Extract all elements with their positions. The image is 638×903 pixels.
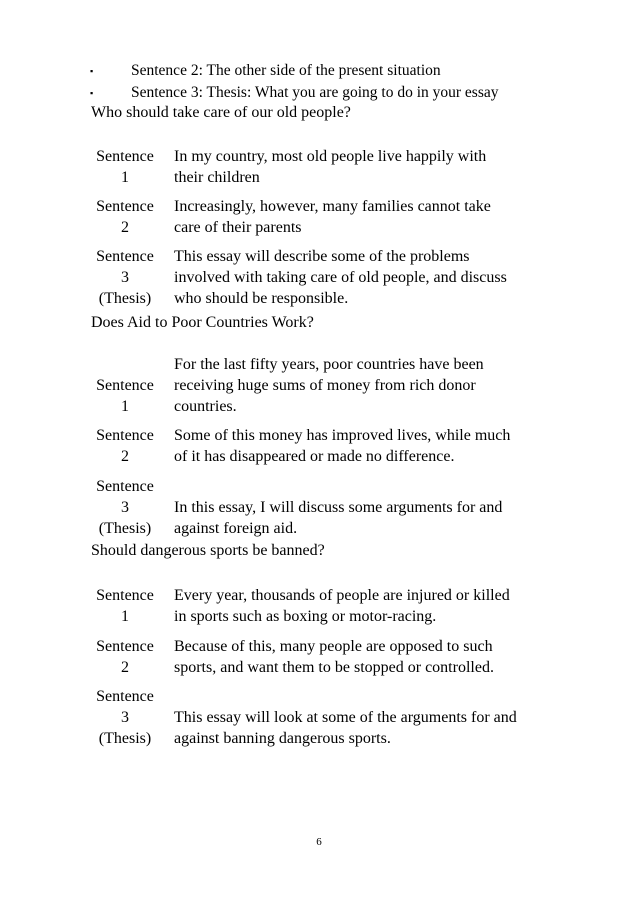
sentence-text: This essay will describe some of the problems involved with taking care of old people, and discuss who should be responsible. bbox=[174, 248, 507, 307]
sentence-label: Sentence 3 (Thesis) bbox=[96, 248, 154, 307]
sentence-label: Sentence 3 (Thesis) bbox=[96, 478, 154, 537]
sentence-text: Increasingly, however, many families cannot take care of their parents bbox=[174, 198, 491, 236]
sentence-label: Sentence 2 bbox=[96, 638, 154, 676]
sentence-text: Some of this money has improved lives, while much of it has disappeared or made no difference. bbox=[174, 427, 511, 465]
sentence-label: Sentence 1 bbox=[96, 587, 154, 625]
sentence-text: Because of this, many people are opposed to such sports, and want them to be stopped or controlled. bbox=[174, 638, 494, 676]
sentence-text: For the last fifty years, poor countries have been receiving huge sums of money from rich donor countries. bbox=[174, 356, 484, 415]
sentence-text: In my country, most old people live happily with their children bbox=[174, 148, 487, 186]
square-bullet-icon: ▪ bbox=[90, 88, 94, 98]
bullet-item bbox=[90, 60, 590, 82]
sentence-label: Sentence 1 bbox=[96, 148, 154, 186]
sentence-text: Every year, thousands of people are injured or killed in sports such as boxing or motor-racing. bbox=[174, 587, 510, 625]
section-title: Who should take care of our old people? bbox=[91, 104, 351, 121]
page-number: 6 bbox=[316, 836, 322, 848]
square-bullet-icon: ▪ bbox=[90, 66, 94, 76]
bullet-text: Sentence 3: Thesis: What you are going to do in your essay bbox=[131, 84, 499, 101]
section-title: Should dangerous sports be banned? bbox=[91, 542, 325, 559]
sentence-label: Sentence 1 bbox=[96, 377, 154, 415]
sentence-text: This essay will look at some of the arguments for and against banning dangerous sports. bbox=[174, 709, 517, 747]
sentence-text: In this essay, I will discuss some arguments for and against foreign aid. bbox=[174, 499, 503, 537]
bullet-item bbox=[90, 82, 590, 104]
sentence-label: Sentence 3 (Thesis) bbox=[96, 688, 154, 747]
bullet-text: Sentence 2: The other side of the present situation bbox=[131, 62, 441, 79]
section-title: Does Aid to Poor Countries Work? bbox=[91, 314, 314, 331]
bullet-list bbox=[90, 60, 590, 104]
sentence-label: Sentence 2 bbox=[96, 198, 154, 236]
sentence-label: Sentence 2 bbox=[96, 427, 154, 465]
